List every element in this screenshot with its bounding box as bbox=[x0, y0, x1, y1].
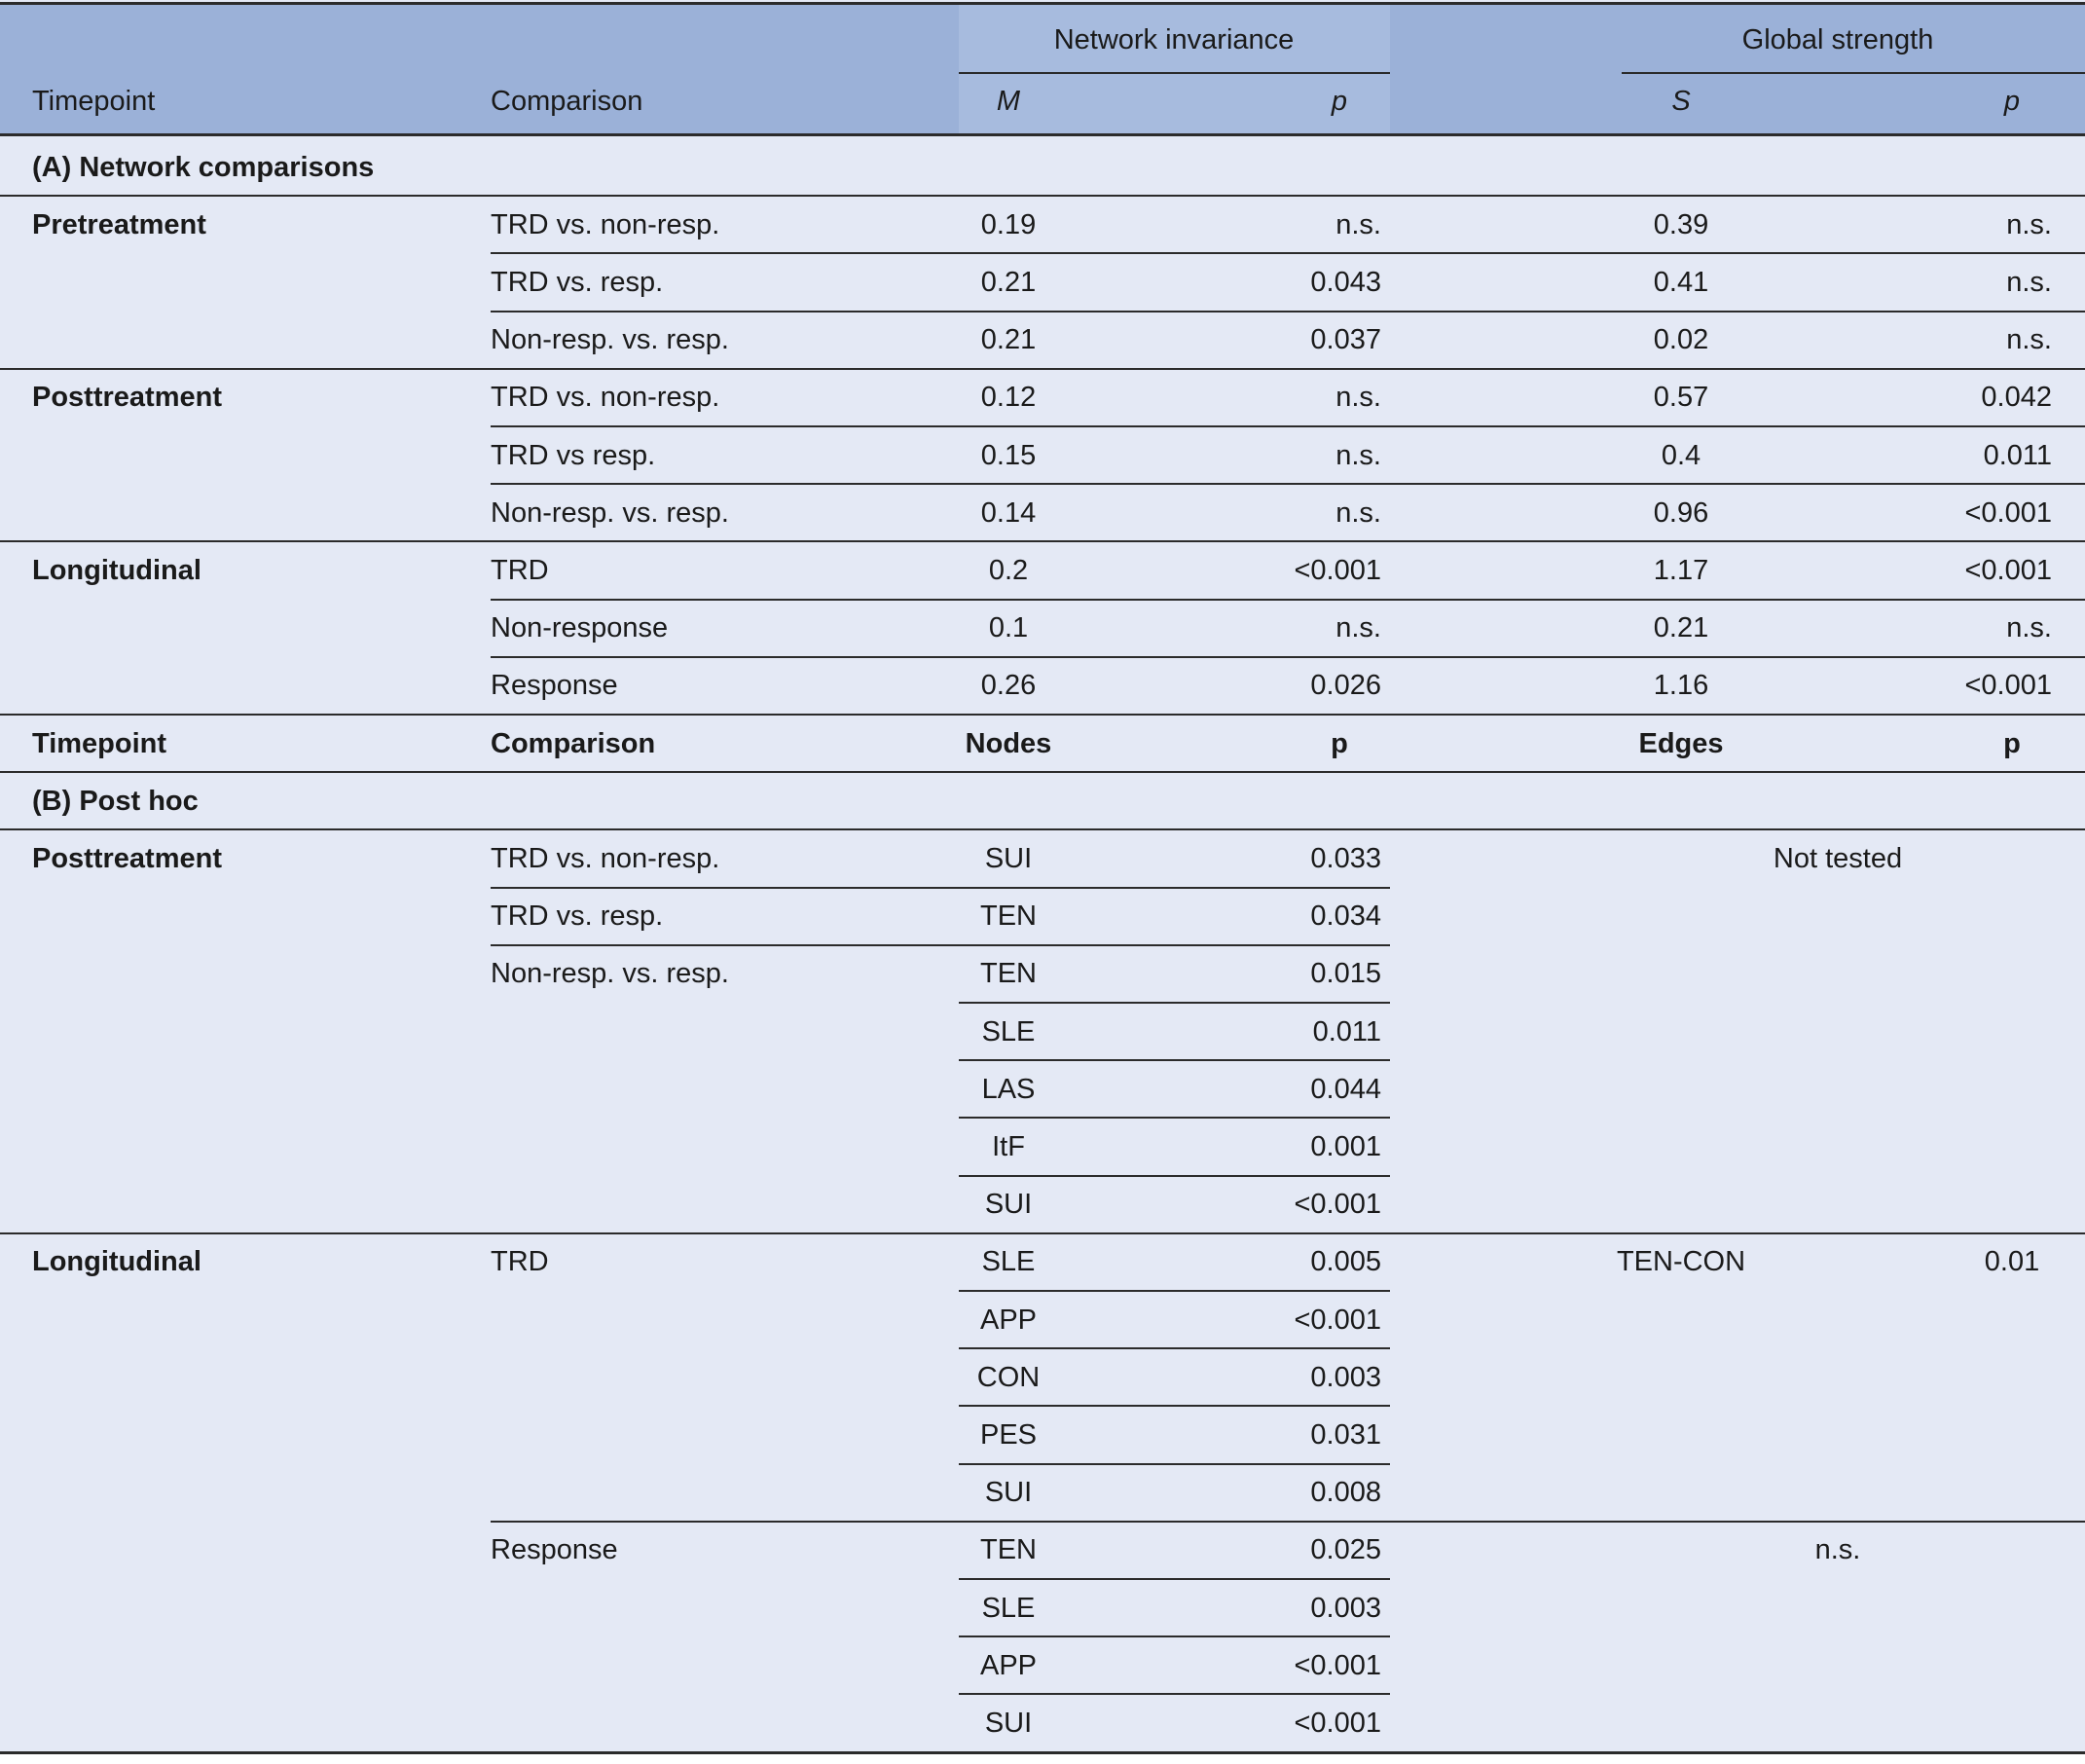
row-p: 0.043 bbox=[1310, 267, 1381, 298]
row-comparison: TRD vs. non-resp. bbox=[491, 208, 720, 240]
row-rule bbox=[491, 599, 2085, 601]
row-strength-p: 0.042 bbox=[1981, 382, 2052, 414]
row-s: 0.57 bbox=[1653, 382, 1709, 414]
node-p: 0.005 bbox=[1310, 1246, 1381, 1278]
row-m: 0.14 bbox=[980, 496, 1037, 529]
subheader-comparison: Comparison bbox=[491, 727, 656, 759]
rule bbox=[0, 195, 2085, 197]
node-name: APP bbox=[979, 1649, 1038, 1681]
node-name: LAS bbox=[981, 1073, 1036, 1105]
row-strength-p: <0.001 bbox=[1964, 555, 2052, 586]
node-p: 0.003 bbox=[1310, 1361, 1381, 1393]
header-timepoint: Timepoint bbox=[32, 86, 156, 117]
header-network-invariance: Network invariance bbox=[1053, 24, 1295, 55]
row-rule bbox=[491, 1521, 2085, 1523]
node-name: TEN bbox=[980, 1534, 1037, 1566]
subheader-timepoint: Timepoint bbox=[32, 727, 167, 759]
row-rule bbox=[959, 1347, 1390, 1349]
node-name: SLE bbox=[981, 1592, 1036, 1624]
subheader-p-nodes: p bbox=[1331, 727, 1348, 759]
node-p: <0.001 bbox=[1294, 1189, 1381, 1221]
row-m: 0.15 bbox=[980, 439, 1037, 471]
row-m: 0.26 bbox=[980, 670, 1037, 702]
row-rule bbox=[491, 887, 1390, 889]
subheader-nodes: Nodes bbox=[965, 727, 1052, 759]
node-p: 0.033 bbox=[1310, 843, 1381, 874]
row-p: 0.037 bbox=[1310, 324, 1381, 356]
rule bbox=[0, 828, 2085, 830]
node-name: SUI bbox=[984, 843, 1033, 874]
post-comparison: TRD vs. non-resp. bbox=[491, 843, 720, 874]
row-strength-p: <0.001 bbox=[1964, 670, 2052, 702]
node-p: 0.001 bbox=[1310, 1131, 1381, 1162]
row-rule bbox=[491, 656, 2085, 658]
row-m: 0.21 bbox=[980, 267, 1037, 298]
node-p: 0.015 bbox=[1310, 958, 1381, 990]
group-rule bbox=[0, 714, 2085, 716]
row-m: 0.19 bbox=[980, 208, 1037, 240]
row-s: 0.4 bbox=[1661, 439, 1701, 471]
row-strength-p: n.s. bbox=[2006, 267, 2052, 298]
node-p: 0.003 bbox=[1310, 1592, 1381, 1624]
row-p: n.s. bbox=[1335, 612, 1381, 644]
post-edges-note: Not tested bbox=[1773, 843, 1903, 874]
row-s: 0.02 bbox=[1653, 324, 1709, 356]
row-s: 0.39 bbox=[1653, 208, 1709, 240]
node-name: SUI bbox=[984, 1189, 1033, 1221]
section-a-title: (A) Network comparisons bbox=[32, 151, 375, 183]
rule-global-strength bbox=[1622, 72, 2085, 74]
rule bbox=[0, 771, 2085, 773]
row-rule bbox=[959, 1635, 1390, 1637]
row-p: n.s. bbox=[1335, 208, 1381, 240]
section-b-title: (B) Post hoc bbox=[32, 785, 199, 817]
header-comparison: Comparison bbox=[491, 86, 643, 117]
bottom-rule bbox=[0, 1751, 2085, 1754]
header-p-strength: p bbox=[2003, 86, 2021, 117]
group-rule bbox=[0, 1232, 2085, 1234]
node-p: 0.031 bbox=[1310, 1419, 1381, 1451]
row-p: n.s. bbox=[1335, 496, 1381, 529]
node-name: CON bbox=[976, 1361, 1041, 1393]
row-comparison: TRD vs. non-resp. bbox=[491, 382, 720, 414]
subheader-edges: Edges bbox=[1638, 727, 1724, 759]
row-comparison: Non-resp. vs. resp. bbox=[491, 496, 729, 529]
group-timepoint: Longitudinal bbox=[32, 555, 201, 586]
node-p: 0.044 bbox=[1310, 1073, 1381, 1105]
node-name: SLE bbox=[981, 1246, 1036, 1278]
row-m: 0.12 bbox=[980, 382, 1037, 414]
header-global-strength: Global strength bbox=[1741, 24, 1934, 55]
top-rule bbox=[0, 2, 2085, 5]
row-p: n.s. bbox=[1335, 382, 1381, 414]
response-edges-note: n.s. bbox=[1814, 1534, 1861, 1566]
row-m: 0.2 bbox=[988, 555, 1029, 586]
subheader-p-edges: p bbox=[2003, 727, 2021, 759]
long-comparison-trd: TRD bbox=[491, 1246, 549, 1278]
group-timepoint: Pretreatment bbox=[32, 208, 206, 240]
node-name: APP bbox=[979, 1304, 1038, 1336]
node-p: 0.034 bbox=[1310, 900, 1381, 933]
node-p: 0.008 bbox=[1310, 1477, 1381, 1509]
row-comparison: TRD bbox=[491, 555, 549, 586]
row-rule bbox=[959, 1175, 1390, 1177]
row-rule bbox=[959, 1405, 1390, 1407]
node-name: SLE bbox=[981, 1015, 1036, 1047]
node-name: PES bbox=[979, 1419, 1038, 1451]
row-strength-p: <0.001 bbox=[1964, 496, 2052, 529]
row-comparison: Response bbox=[491, 670, 618, 702]
row-comparison: TRD vs. resp. bbox=[491, 267, 664, 298]
rule-network-invariance bbox=[959, 72, 1390, 74]
node-name: SUI bbox=[984, 1477, 1033, 1509]
header-bottom-rule bbox=[0, 133, 2085, 136]
node-p: 0.011 bbox=[1312, 1015, 1381, 1047]
node-name: TEN bbox=[980, 958, 1037, 990]
header-m: M bbox=[996, 86, 1021, 117]
row-strength-p: n.s. bbox=[2006, 208, 2052, 240]
header-s: S bbox=[1671, 86, 1691, 117]
row-strength-p: 0.011 bbox=[1983, 439, 2052, 471]
row-s: 0.96 bbox=[1653, 496, 1709, 529]
row-s: 0.41 bbox=[1653, 267, 1709, 298]
row-p: 0.026 bbox=[1310, 670, 1381, 702]
edge-p: 0.01 bbox=[1984, 1246, 2040, 1278]
row-rule bbox=[491, 483, 2085, 485]
long-comparison-response: Response bbox=[491, 1534, 618, 1566]
row-p: n.s. bbox=[1335, 439, 1381, 471]
group-rule bbox=[0, 368, 2085, 370]
node-name: ItF bbox=[992, 1131, 1025, 1162]
row-rule bbox=[959, 1290, 1390, 1292]
node-p: <0.001 bbox=[1294, 1304, 1381, 1336]
row-rule bbox=[959, 1002, 1390, 1004]
edge-name: TEN-CON bbox=[1616, 1246, 1746, 1278]
post-comparison: Non-resp. vs. resp. bbox=[491, 958, 729, 990]
row-rule bbox=[959, 1117, 1390, 1119]
long-timepoint: Longitudinal bbox=[32, 1246, 201, 1278]
row-m: 0.1 bbox=[988, 612, 1029, 644]
node-p: 0.025 bbox=[1310, 1534, 1381, 1566]
header-p-network: p bbox=[1331, 86, 1348, 117]
post-comparison: TRD vs. resp. bbox=[491, 900, 664, 933]
row-comparison: Non-resp. vs. resp. bbox=[491, 324, 729, 356]
row-s: 0.21 bbox=[1653, 612, 1709, 644]
node-name: SUI bbox=[984, 1708, 1033, 1739]
row-rule bbox=[491, 252, 2085, 254]
row-strength-p: n.s. bbox=[2006, 324, 2052, 356]
row-comparison: TRD vs resp. bbox=[491, 439, 656, 471]
post-timepoint: Posttreatment bbox=[32, 843, 222, 874]
row-s: 1.16 bbox=[1653, 670, 1709, 702]
group-timepoint: Posttreatment bbox=[32, 382, 222, 414]
row-rule bbox=[491, 944, 1390, 946]
row-rule bbox=[491, 311, 2085, 312]
row-m: 0.21 bbox=[980, 324, 1037, 356]
row-rule bbox=[959, 1578, 1390, 1580]
row-rule bbox=[491, 425, 2085, 427]
row-p: <0.001 bbox=[1294, 555, 1381, 586]
row-comparison: Non-response bbox=[491, 612, 669, 644]
row-strength-p: n.s. bbox=[2006, 612, 2052, 644]
row-s: 1.17 bbox=[1653, 555, 1709, 586]
node-name: TEN bbox=[980, 900, 1037, 933]
row-rule bbox=[959, 1059, 1390, 1061]
node-p: <0.001 bbox=[1294, 1708, 1381, 1739]
row-rule bbox=[959, 1693, 1390, 1695]
group-rule bbox=[0, 540, 2085, 542]
row-rule bbox=[959, 1463, 1390, 1465]
node-p: <0.001 bbox=[1294, 1649, 1381, 1681]
